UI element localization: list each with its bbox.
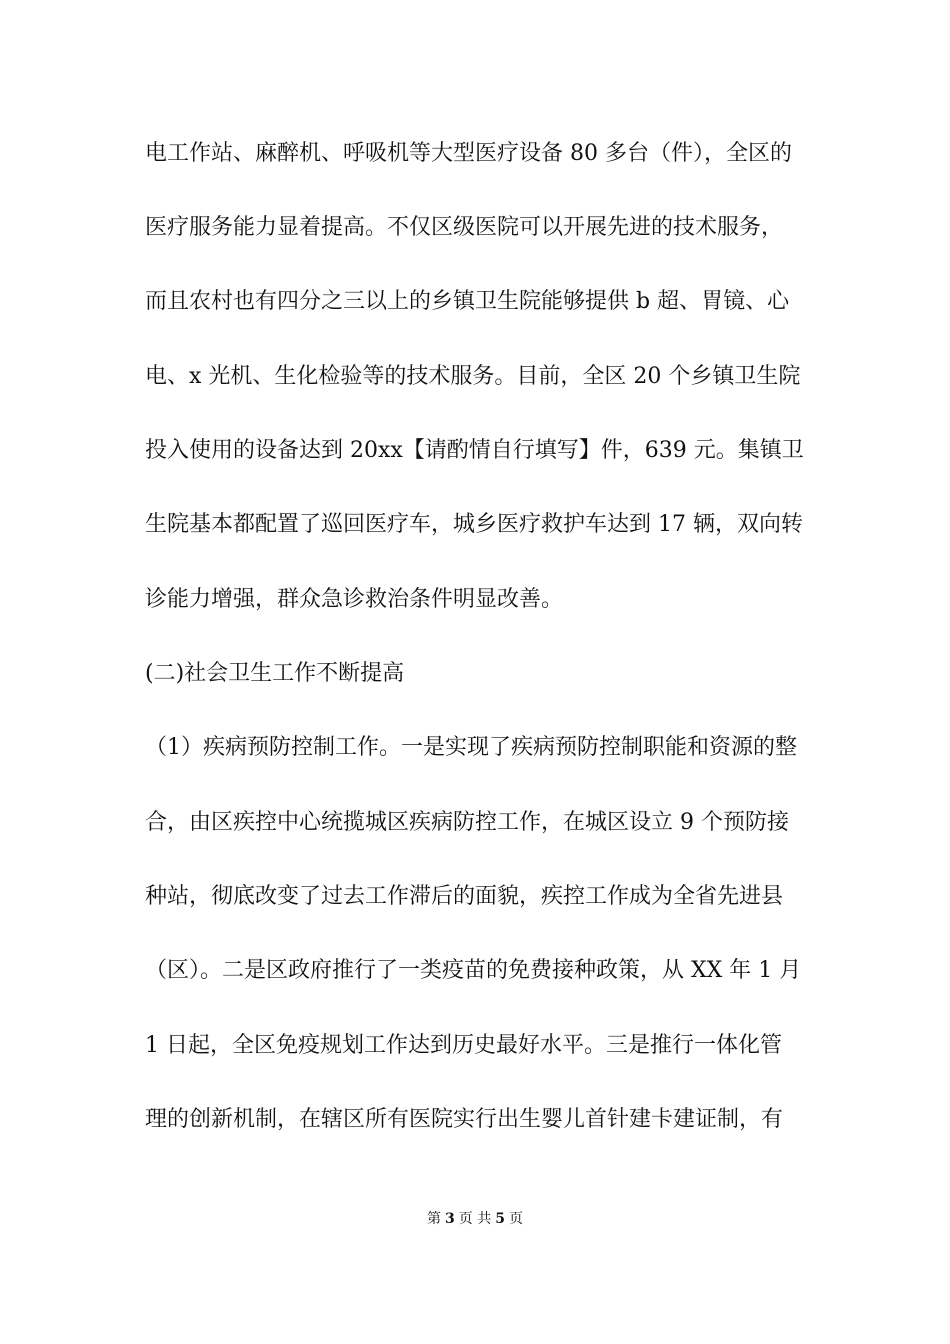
footer-suffix: 页 bbox=[508, 1211, 523, 1227]
footer-middle: 页 共 bbox=[458, 1211, 492, 1227]
paragraph-line: 1 日起，全区免疫规划工作达到历史最好水平。三是推行一体化管 bbox=[145, 1033, 782, 1058]
paragraph-line: （1）疾病预防控制工作。一是实现了疾病预防控制职能和资源的整 bbox=[145, 735, 797, 760]
paragraph-line: 理的创新机制，在辖区所有医院实行出生婴儿首针建卡建证制，有 bbox=[145, 1107, 784, 1132]
paragraph-line: 生院基本都配置了巡回医疗车，城乡医疗救护车达到 17 辆，双向转 bbox=[145, 512, 803, 537]
paragraph-line: 电工作站、麻醉机、呼吸机等大型医疗设备 80 多台（件），全区的 bbox=[145, 141, 792, 166]
footer-prefix: 第 bbox=[427, 1211, 442, 1227]
page-footer bbox=[0, 1209, 950, 1229]
paragraph-line: 合，由区疾控中心统揽城区疾病防控工作，在城区设立 9 个预防接 bbox=[145, 810, 789, 835]
total-pages-number: 5 bbox=[495, 1211, 505, 1227]
current-page-number: 3 bbox=[445, 1211, 455, 1227]
paragraph-line: 而且农村也有四分之三以上的乡镇卫生院能够提供 b 超、胃镜、心 bbox=[145, 289, 790, 314]
paragraph-line: 诊能力增强，群众急诊救治条件明显改善。 bbox=[145, 587, 564, 612]
paragraph-line: 医疗服务能力显着提高。不仅区级医院可以开展先进的技术服务， bbox=[145, 215, 784, 240]
paragraph-line: 电、x 光机、生化检验等的技术服务。目前，全区 20 个乡镇卫生院 bbox=[145, 364, 801, 389]
paragraph-line: 投入使用的设备达到 20xx【请酌情自行填写】件，639 元。集镇卫 bbox=[145, 438, 804, 463]
paragraph-line: 种站，彻底改变了过去工作滞后的面貌，疾控工作成为全省先进县 bbox=[145, 884, 784, 909]
section-heading: (二)社会卫生工作不断提高 bbox=[145, 661, 405, 686]
paragraph-line: （区）。二是区政府推行了一类疫苗的免费接种政策，从 XX 年 1 月 bbox=[145, 958, 802, 983]
